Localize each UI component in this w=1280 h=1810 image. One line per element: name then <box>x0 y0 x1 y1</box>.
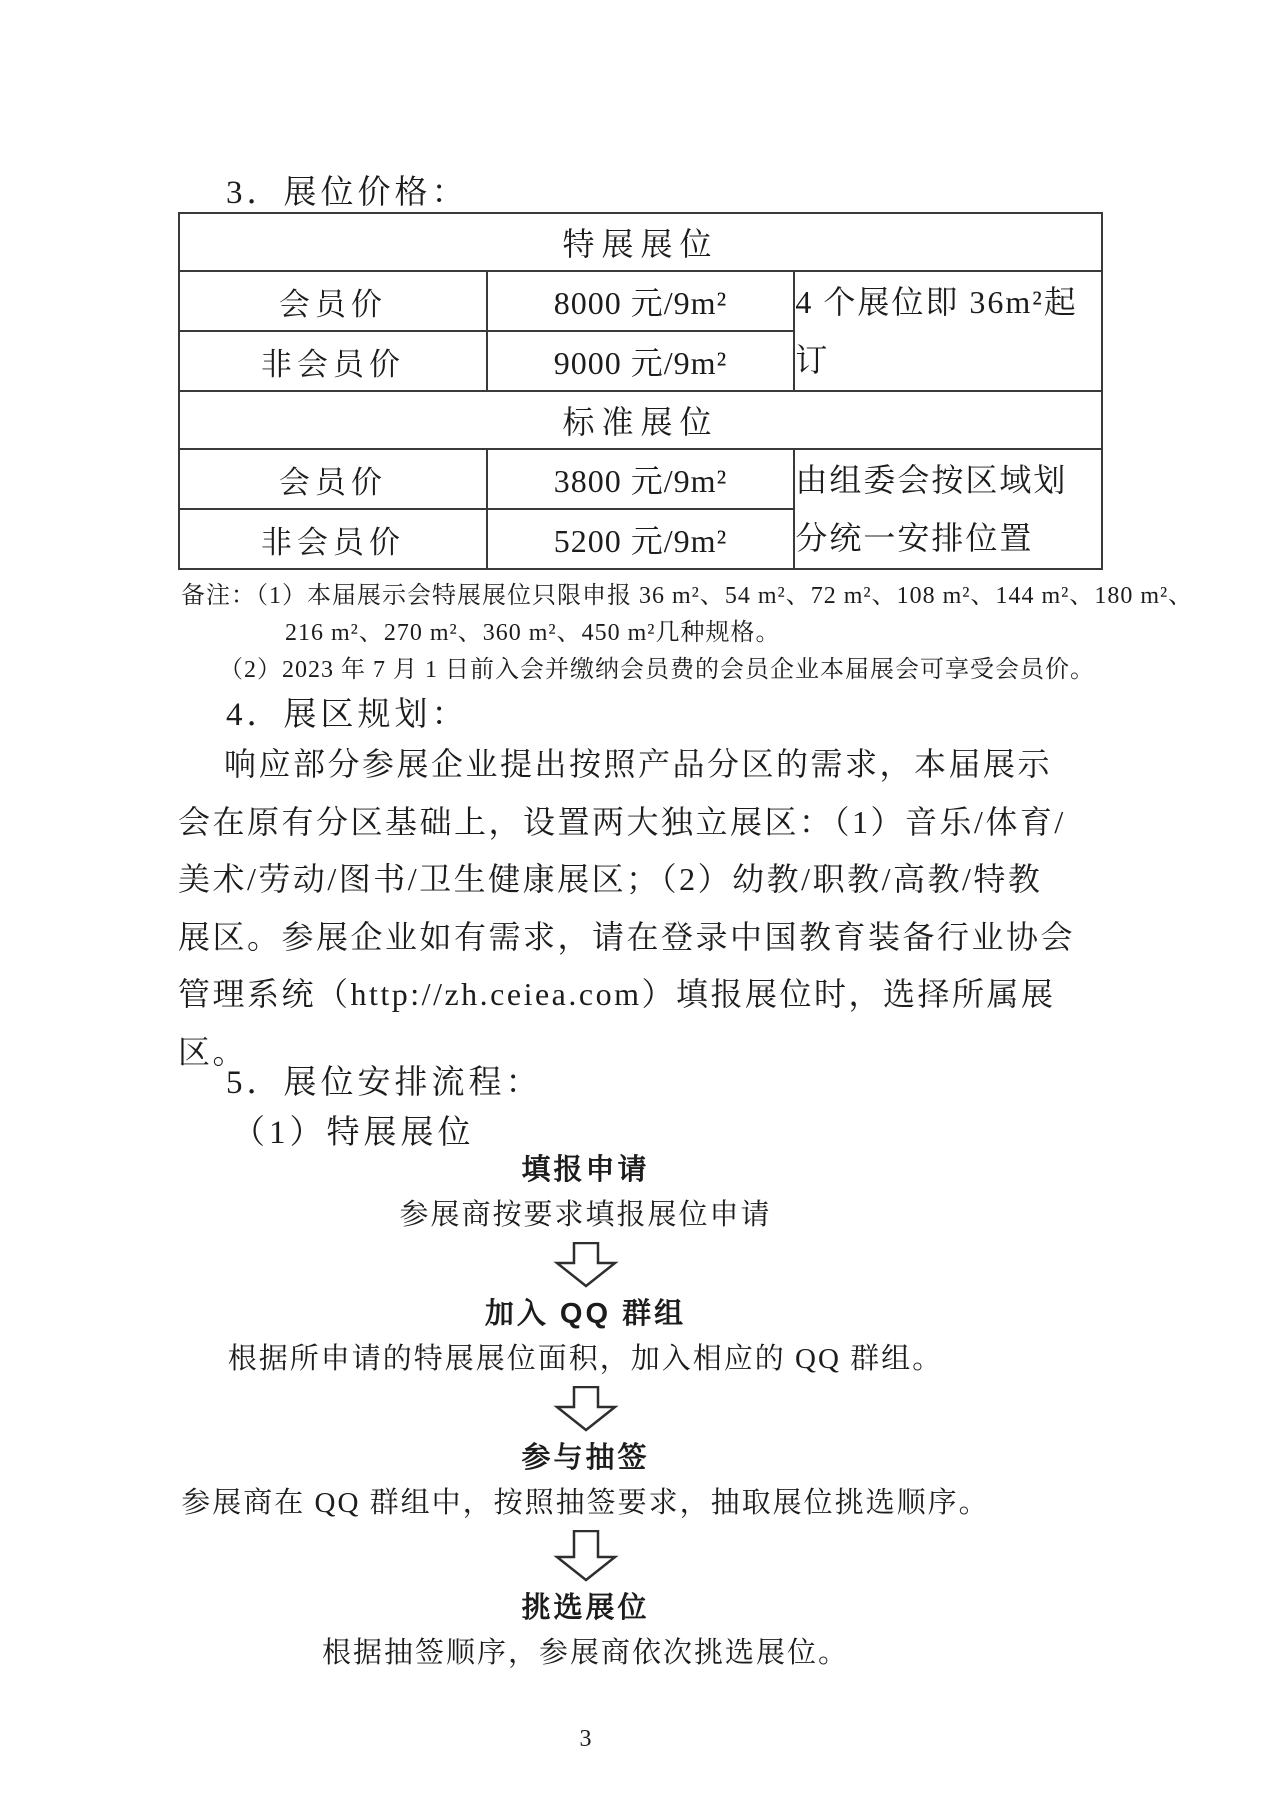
flow-step-description: 根据所申请的特展展位面积，加入相应的 QQ 群组。 <box>227 1343 944 1375</box>
flow-step-title: 填报申请 <box>521 1154 650 1186</box>
standard-member-price: 3800 元/9m² <box>487 449 795 509</box>
paragraph-line: 区。 <box>178 1033 248 1070</box>
flow-step-description: 根据抽签顺序，参展商依次挑选展位。 <box>321 1637 849 1669</box>
flow-step-apply <box>178 1150 993 1234</box>
paragraph-line: 会在原有分区基础上，设置两大独立展区：（1）音乐/体育/ <box>178 803 1066 840</box>
section4-heading: 4．展区规划： <box>226 697 469 733</box>
flow-step-description: 参展商在 QQ 群组中，按照抽签要求，抽取展位挑选顺序。 <box>181 1487 990 1519</box>
arrow-down-icon <box>551 1242 621 1288</box>
standard-booth-header: 标准展位 <box>179 391 1102 449</box>
special-member-label: 会员价 <box>179 271 487 331</box>
paragraph-line: 美术/劳动/图书/卫生健康展区；（2）幼教/职教/高教/特教 <box>178 861 1043 897</box>
section5-heading: 5．展位安排流程： <box>226 1065 543 1101</box>
special-nonmember-price: 9000 元/9m² <box>487 331 795 391</box>
special-nonmember-label: 非会员价 <box>179 331 487 391</box>
special-member-price: 8000 元/9m² <box>487 271 795 331</box>
standard-booth-note: 由组委会按区域划分统一安排位置 <box>794 449 1102 569</box>
section4-paragraph <box>178 736 1138 1081</box>
paragraph-line: 展区。参展企业如有需求，请在登录中国教育装备行业协会 <box>178 918 1076 955</box>
table-remarks <box>181 578 1193 689</box>
flow-step-draw-lots <box>178 1438 993 1522</box>
arrow-down-icon <box>551 1386 621 1432</box>
standard-nonmember-label: 非会员价 <box>179 509 487 569</box>
flow-step-title: 加入 QQ 群组 <box>484 1298 687 1330</box>
flow-step-description: 参展商按要求填报展位申请 <box>399 1199 772 1231</box>
standard-member-label: 会员价 <box>179 449 487 509</box>
table-row-special-header <box>179 213 1102 271</box>
booth-assignment-flowchart <box>178 1150 993 1672</box>
section3-heading: 3．展位价格： <box>226 175 469 211</box>
flow-step-pick-booth <box>178 1588 993 1672</box>
paragraph-line: 响应部分参展企业提出按照产品分区的需求，本届展示 <box>224 746 1053 782</box>
special-booth-header: 特展展位 <box>179 213 1102 271</box>
remark-line: 备注：（1）本届展示会特展展位只限申报 36 m²、54 m²、72 m²、108 m²、144 m²、180 m²、 <box>181 583 1194 609</box>
table-row-standard-member <box>179 449 1102 509</box>
arrow-down-icon <box>551 1530 621 1582</box>
remark-line: （2）2023 年 7 月 1 日前入会并缴纳会员费的会员企业本届展会可享受会员价。 <box>219 657 1095 683</box>
remark-line: 216 m²、270 m²、360 m²、450 m²几种规格。 <box>285 620 781 646</box>
flow-step-join-qq <box>178 1294 993 1378</box>
flow-step-title: 挑选展位 <box>521 1592 650 1624</box>
table-row-special-member <box>179 271 1102 331</box>
flow-step-title: 参与抽签 <box>521 1442 650 1474</box>
booth-price-table <box>178 212 1103 570</box>
table-row-standard-header <box>179 391 1102 449</box>
special-booth-note: 4 个展位即 36m²起订 <box>794 271 1102 391</box>
section5-subheading: （1）特展展位 <box>232 1115 475 1151</box>
page-number: 3 <box>579 1726 592 1752</box>
paragraph-line: 管理系统（http://zh.ceiea.com）填报展位时，选择所属展 <box>178 976 1056 1012</box>
standard-nonmember-price: 5200 元/9m² <box>487 509 795 569</box>
